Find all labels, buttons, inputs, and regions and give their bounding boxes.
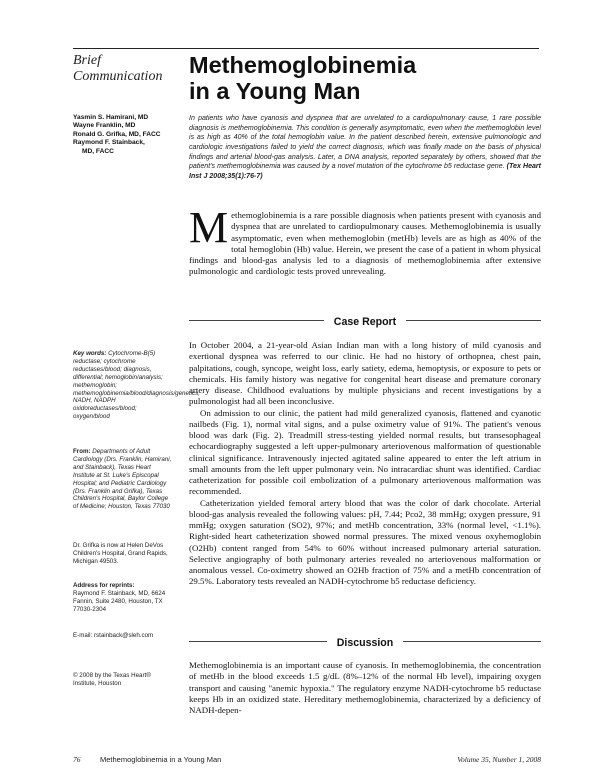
title-line1: Methemoglobinemia bbox=[189, 52, 417, 78]
author: Raymond F. Stainback, bbox=[73, 139, 145, 147]
intro-paragraph bbox=[189, 203, 541, 278]
reprints-label: Address for reprints: bbox=[73, 582, 135, 589]
discussion-paragraph-1: Methemoglobinemia is an important cause of cyanosis. In methemoglobinemia, the concentration of metHb in the blood exceeds 1.5 g/dL (8%–12% of the normal Hb level), impairing oxygen transport and causing "anemic hypoxia." The regulatory enzyme NADH-cytochrome b5 reductase keeps Hb in an oxidized state. Hereditary methemoglobinemia, characterized by a deficiency of NADH-depen- bbox=[189, 660, 541, 715]
top-rule bbox=[73, 48, 539, 49]
keywords-block bbox=[73, 350, 200, 421]
intro-text: ethemoglobinemia is a rare possible diagnosis when patients present with cyanosis and dyspnea that are unrelated to cardiopulmonary causes. Methemoglobinemia is usually asymptomatic, even when methemoglobin (metHb) levels are as high as 40% of the total hemoglobin (Hb) value. Herein, we present the case of a patient in whom physical findings and blood-gas analysis led to a diagnosis of methemoglobinemia after extensive pulmonologic and cardiologic tests proved unrevealing. bbox=[189, 210, 541, 277]
author-note: Dr. Grifka is now at Helen DeVos Children's Hospital, Grand Rapids, Michigan 49503. bbox=[73, 542, 168, 565]
article-title bbox=[189, 52, 549, 104]
case-report-paragraph-1: In October 2004, a 21-year-old Asian Indian man with a long history of mild cyanosis and exertional dyspnea was referred to our clinic. He had no history of orthopnea, chest pain, palpitations, cough, syncope, weight loss, early satiety, edema, hemoptysis, or exposure to pets or chemicals. His family history was negative for congenital heart disease and premature coronary artery disease. Childhood evaluations by multiple physicians and recent investigations by a pulmonologist had all been inconclusive. bbox=[189, 340, 541, 407]
case-report-body bbox=[189, 340, 541, 588]
affiliation-block bbox=[73, 448, 173, 511]
discussion-heading-text: Discussion bbox=[327, 637, 404, 649]
drop-cap: M bbox=[189, 203, 229, 252]
section-type-line2: Communication bbox=[73, 69, 163, 84]
email-link[interactable]: E-mail: rstainback@sleh.com bbox=[73, 632, 154, 639]
title-line2: in a Young Man bbox=[189, 78, 361, 104]
abstract-text: In patients who have cyanosis and dyspnea that are unrelated to a cardiopulmonary cause, 1 rare possible diagnosis is methemoglobinemia. This condition is generally asymptomatic, even when the methemoglobin level is as high as 40% of the total hemoglobin value. In the patient described herein, extensive pulmonologic and cardiologic investigations failed to yield the correct diagnosis, which was finally made on the basis of physical findings and arterial blood-gas analysis. Later, a DNA analysis, reported separately by others, showed that the patient's methemoglobinemia was caused by a novel mutation of the cytochrome b5 reductase gene. bbox=[189, 115, 541, 171]
copyright-notice: © 2008 by the Texas Heart® Institute, Houston bbox=[73, 672, 151, 687]
author: Wayne Franklin, MD bbox=[73, 122, 136, 130]
page-footer bbox=[73, 755, 541, 767]
page-number: 76 bbox=[73, 755, 81, 764]
case-report-paragraph-3: Catheterization yielded femoral artery blood that was the color of dark chocolate. Arterial blood-gas analysis revealed the following values: pH, 7.44; Pco2, 38 mmHg; oxygen pressure, 91 mmHg; oxygen saturation (SO2), 97%; and metHb concentration, 33% (normal level, <1.1%). Right-sided heart catheterization showed normal pressures. The mixed venous oxyhemoglobin (O2Hb) content ranged from 54% to 60% without increased pulmonary arterial saturation. Selective angiography of both pulmonary arteries revealed no arteriovenous malformation or anomalous vessel. Co-oximetry showed an O2Hb fraction of 75% and a metHb concentration of 29.5%. Laboratory tests revealed an NADH-cytochrome b5 reductase deficiency. bbox=[189, 497, 541, 587]
reprints-address: Raymond F. Stainback, MD, 6624 Fannin, Suite 2480, Houston, TX 77030-2304 bbox=[73, 589, 166, 613]
volume-info: Volume 35, Number 1, 2008 bbox=[457, 755, 541, 764]
reprints-block bbox=[73, 582, 173, 614]
author: Ronald G. Grifka, MD, FACC bbox=[73, 130, 161, 138]
discussion-body bbox=[189, 660, 541, 716]
running-title: Methemoglobinemia in a Young Man bbox=[100, 755, 222, 764]
discussion-heading bbox=[189, 633, 541, 650]
keywords-label: Key words: bbox=[73, 350, 107, 357]
case-report-heading bbox=[189, 312, 541, 329]
article-section-type bbox=[73, 53, 183, 85]
case-report-heading-text: Case Report bbox=[324, 316, 406, 328]
affiliation-text: Departments of Adult Cardiology (Drs. Franklin, Hamirani, and Stainback), Texas Heart Institute at St. Luke's Episcopal Hospital; and Pediatric Cardiology (Drs. Franklin and Grifka), Texas Children's Hospital, Baylor College of Medicine; Houston, Texas 77030 bbox=[73, 448, 172, 511]
author: Yasmin S. Hamirani, MD bbox=[73, 114, 149, 121]
author-list bbox=[73, 114, 193, 156]
abstract bbox=[189, 114, 541, 182]
from-label: From: bbox=[73, 448, 91, 455]
keywords-text: Cytochrome-B(5) reductase; cytochrome reductases/blood; diagnosis, differential; hemoglobin/analysis; methemoglobin; methemoglobinemia/blood/diagnosis/genetics; NADH, NADPH oxidoreductases/blood; oxygen/blood bbox=[73, 350, 200, 421]
section-type-line1: Brief bbox=[73, 53, 101, 68]
case-report-paragraph-2: On admission to our clinic, the patient had mild generalized cyanosis, flattened and cyanotic nailbeds (Fig. 1), normal vital signs, and a pulse oximetry value of 91%. The patient's venous blood was dark (Fig. 2). Treadmill stress-testing yielded normal results, but transesophageal echocardiography suggested a left upper-pulmonary arteriovenous malformation of questionable clinical significance. Intravenously injected agitated saline appeared to enter the left atrium in small amounts from the left upper pulmonary vein. No intracardiac shunt was identified. Cardiac catheterization for possible coil embolization of a pulmonary arteriovenous malformation was recommended. bbox=[189, 407, 541, 497]
author-continued: MD, FACC bbox=[82, 147, 114, 155]
citation: (Tex Heart Inst J 2008;35(1):76-7) bbox=[189, 163, 541, 180]
